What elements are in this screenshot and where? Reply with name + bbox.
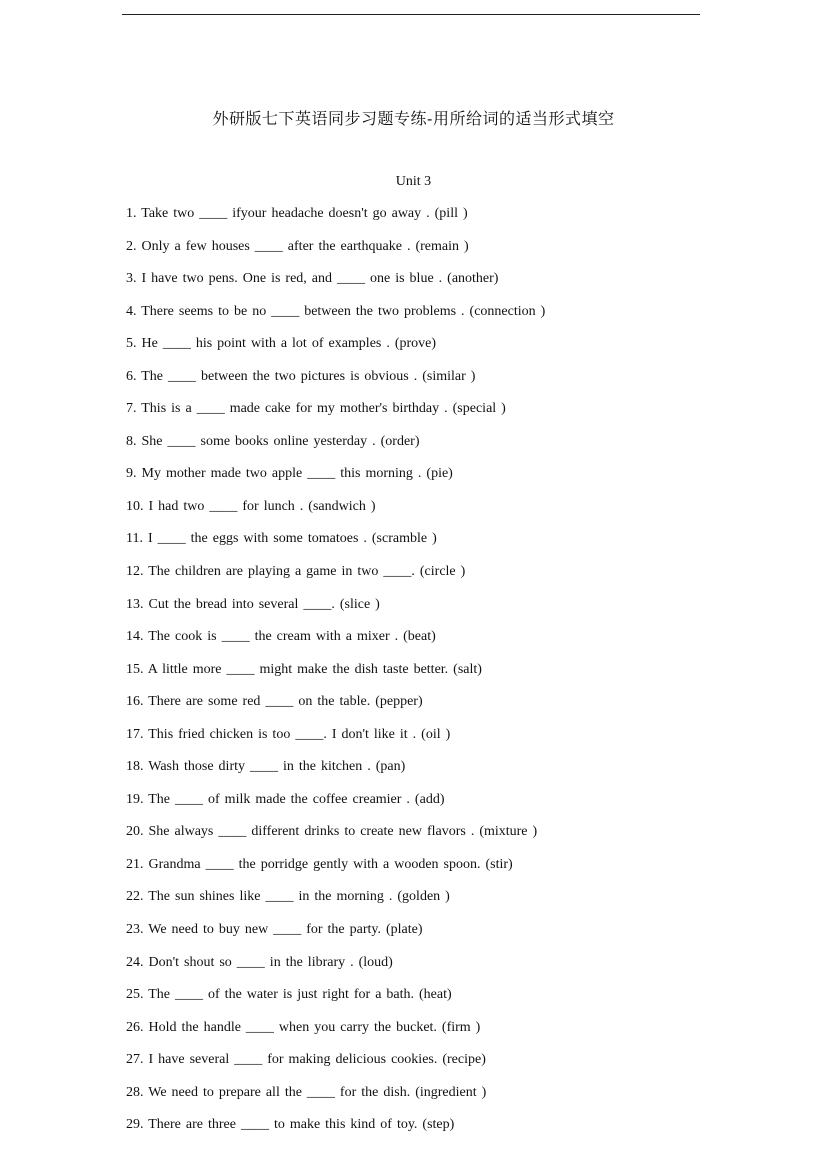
question-item: 20. She always ____ different drinks to create new flavors . (mixture )	[126, 824, 538, 840]
question-list	[126, 203, 726, 1147]
question-item: 27. I have several ____ for making delicious cookies. (recipe)	[126, 1052, 486, 1068]
question-item: 18. Wash those dirty ____ in the kitchen . (pan)	[126, 759, 406, 775]
question-item: 24. Don't shout so ____ in the library . (loud)	[126, 954, 393, 970]
question-item: 3. I have two pens. One is red, and ____ one is blue . (another)	[126, 271, 499, 287]
question-item: 23. We need to buy new ____ for the party. (plate)	[126, 922, 423, 938]
question-item: 5. He ____ his point with a lot of examples . (prove)	[126, 336, 437, 352]
question-item: 11. I ____ the eggs with some tomatoes . (scramble )	[126, 531, 437, 547]
question-item: 7. This is a ____ made cake for my mother's birthday . (special )	[126, 401, 506, 417]
question-item: 28. We need to prepare all the ____ for the dish. (ingredient )	[126, 1084, 487, 1100]
question-item: 4. There seems to be no ____ between the two problems . (connection )	[126, 303, 546, 319]
question-item: 6. The ____ between the two pictures is obvious . (similar )	[126, 368, 476, 384]
question-item: 29. There are three ____ to make this kind of toy. (step)	[126, 1117, 455, 1133]
question-item: 15. A little more ____ might make the dish taste better. (salt)	[126, 661, 482, 677]
question-item: 21. Grandma ____ the porridge gently with a wooden spoon. (stir)	[126, 856, 513, 872]
header-rule	[122, 14, 700, 15]
question-item: 16. There are some red ____ on the table. (pepper)	[126, 694, 423, 710]
question-item: 14. The cook is ____ the cream with a mixer . (beat)	[126, 629, 436, 645]
question-item: 19. The ____ of milk made the coffee creamier . (add)	[126, 791, 445, 807]
unit-heading: Unit 3	[395, 174, 432, 189]
question-item: 1. Take two ____ ifyour headache doesn't go away . (pill )	[126, 206, 468, 221]
question-item: 17. This fried chicken is too ____. I don't like it . (oil )	[126, 726, 451, 742]
question-item: 25. The ____ of the water is just right for a bath. (heat)	[126, 987, 452, 1003]
question-item: 10. I had two ____ for lunch . (sandwich )	[126, 498, 376, 514]
question-item: 2. Only a few houses ____ after the earthquake . (remain )	[126, 238, 469, 254]
question-item: 9. My mother made two apple ____ this morning . (pie)	[126, 466, 453, 482]
question-item: 8. She ____ some books online yesterday . (order)	[126, 433, 420, 449]
question-item: 22. The sun shines like ____ in the morning . (golden )	[126, 889, 450, 905]
question-item: 13. Cut the bread into several ____. (slice )	[126, 596, 380, 612]
document-title: 外研版七下英语同步习题专练-用所给词的适当形式填空	[212, 109, 615, 128]
question-item: 12. The children are playing a game in two ____. (circle )	[126, 564, 466, 580]
question-item: 26. Hold the handle ____ when you carry the bucket. (firm )	[126, 1019, 481, 1035]
